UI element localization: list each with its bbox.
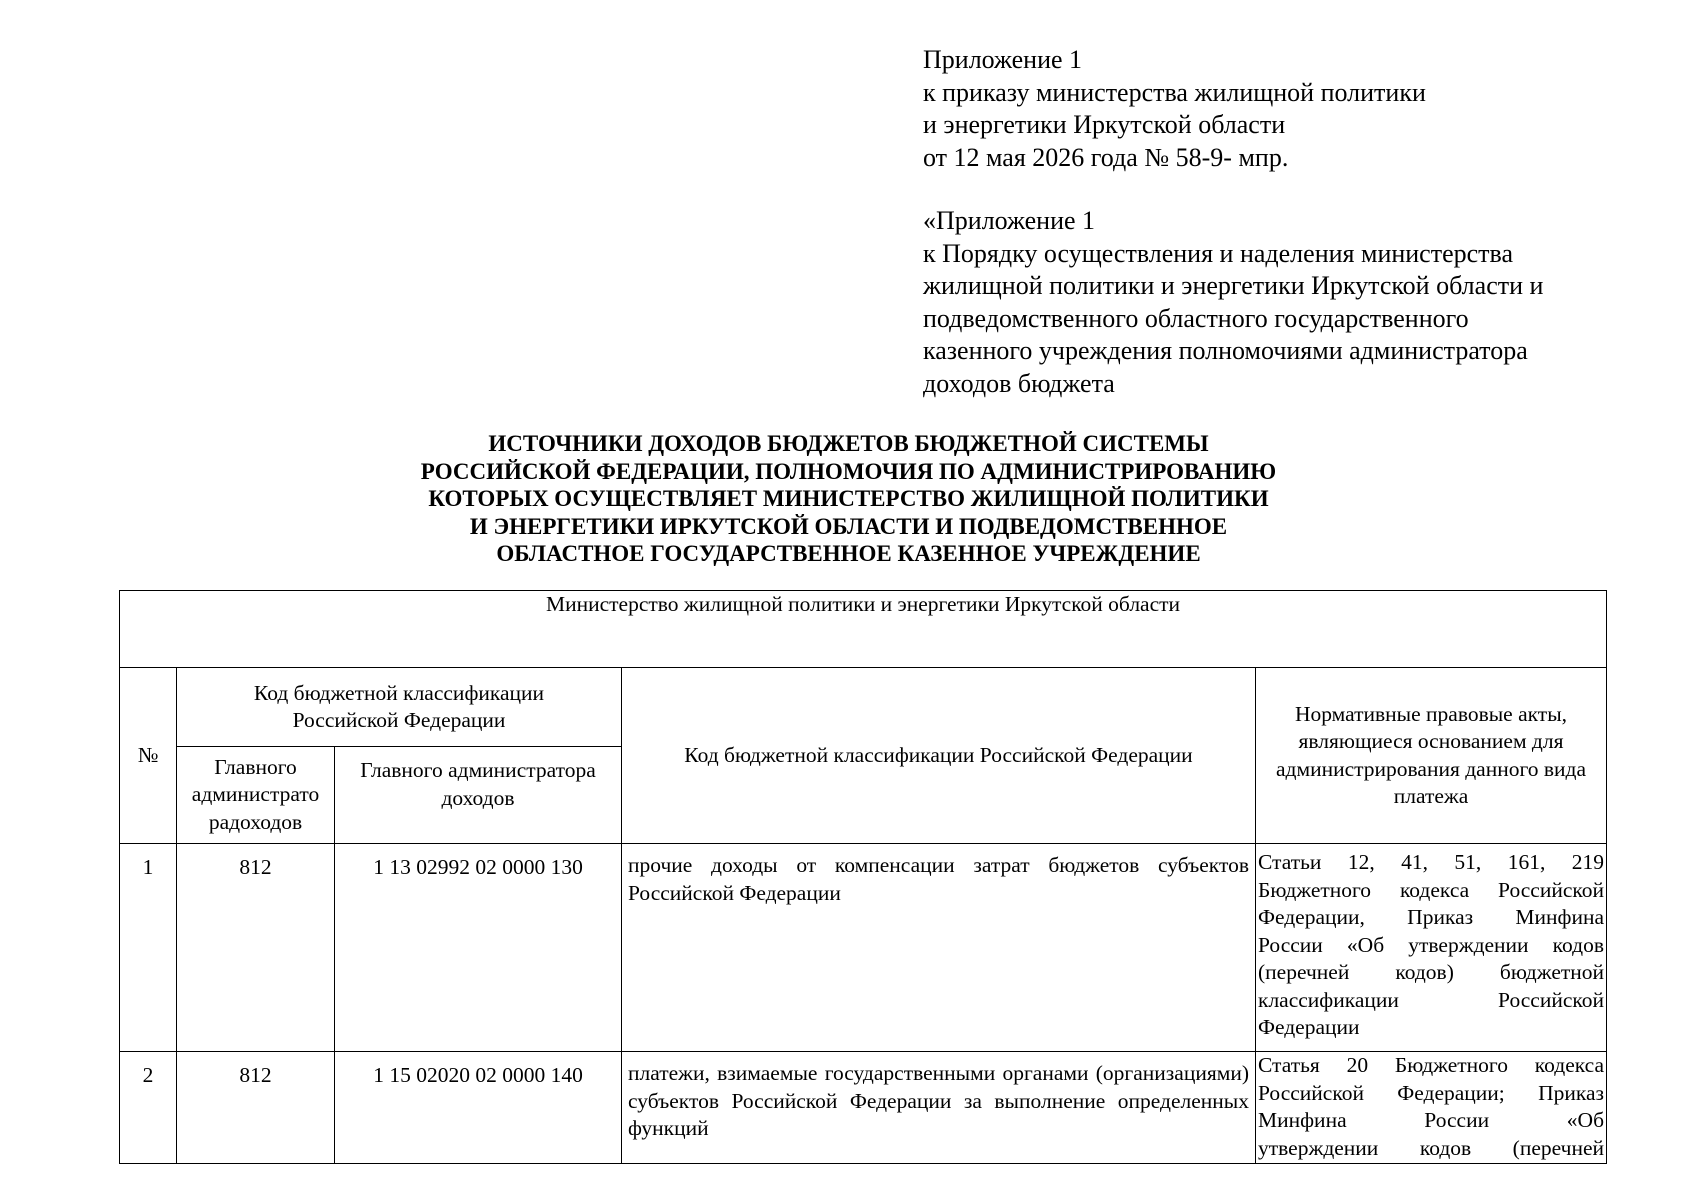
acts-line: Минфина России «Об: [1258, 1108, 1605, 1132]
header-row-1: [120, 668, 1607, 747]
header-admin-main: Главного администрато радоходов: [177, 747, 335, 844]
row-admin: 812: [177, 1052, 335, 1164]
acts-line: Федерации, Приказ Минфина: [1258, 905, 1605, 929]
acts-line: классификации Российской: [1258, 987, 1605, 1012]
annex-quote-line: доходов бюджета: [923, 368, 1115, 398]
row-acts: [1256, 844, 1607, 1052]
title-line: И ЭНЕРГЕТИКИ ИРКУТСКОЙ ОБЛАСТИ И ПОДВЕДОМСТВЕННОЕ: [469, 513, 1228, 539]
title-line: РОССИЙСКОЙ ФЕДЕРАЦИИ, ПОЛНОМОЧИЯ ПО АДМИНИСТРИРОВАНИЮ: [420, 458, 1277, 484]
income-sources-table: [119, 590, 1607, 1164]
ministry-row: [120, 591, 1607, 668]
acts-line: России «Об утверждении кодов: [1258, 932, 1605, 957]
acts-line: Статья 20 Бюджетного кодекса: [1258, 1053, 1605, 1077]
annex-quote-line: к Порядку осуществления и наделения министерства: [923, 238, 1514, 268]
annex-quote-line: жилищной политики и энергетики Иркутской области и: [923, 271, 1544, 300]
annex-line: к приказу министерства жилищной политики: [923, 77, 1426, 107]
annex-line: и энергетики Иркутской области: [923, 110, 1286, 139]
header-admin-income: Главного администратора доходов: [335, 747, 622, 844]
annex-header: [923, 44, 1426, 174]
title-line: ОБЛАСТНОЕ ГОСУДАРСТВЕННОЕ КАЗЕННОЕ УЧРЕЖДЕНИЕ: [496, 541, 1201, 566]
row-admin: 812: [177, 844, 335, 1052]
acts-line: утверждении кодов (перечней: [1258, 1135, 1605, 1160]
annex-quote-header: [923, 205, 1543, 400]
row-acts: [1256, 1052, 1607, 1164]
acts-line: Статьи 12, 41, 51, 161, 219: [1258, 850, 1605, 874]
header-acts: Нормативные правовые акты, являющиеся основанием для администрирования данного вида платежа: [1256, 668, 1607, 844]
acts-line: (перечней кодов) бюджетной: [1258, 960, 1605, 984]
header-kbk: Код бюджетной классификации Российской Федерации: [622, 668, 1256, 844]
table-row: [120, 844, 1607, 1052]
row-code: 1 13 02992 02 0000 130: [335, 844, 622, 1052]
table-row: [120, 1052, 1607, 1164]
row-num: 2: [120, 1052, 177, 1164]
acts-line: Федерации: [1258, 1015, 1360, 1039]
row-num: 1: [120, 844, 177, 1052]
acts-line: Бюджетного кодекса Российской: [1258, 877, 1605, 902]
annex-line: от 12 мая 2026 года № 58-9- мпр.: [923, 142, 1289, 172]
header-num: №: [120, 668, 177, 844]
row-description: прочие доходы от компенсации затрат бюджетов субъектов Российской Федерации: [622, 844, 1256, 1052]
annex-quote-line: казенного учреждения полномочиями администратора: [923, 336, 1528, 365]
title-line: КОТОРЫХ ОСУЩЕСТВЛЯЕТ МИНИСТЕРСТВО ЖИЛИЩНОЙ ПОЛИТИКИ: [428, 486, 1269, 511]
annex-line: Приложение 1: [923, 45, 1083, 74]
document-title: [0, 430, 1697, 568]
annex-quote-line: подведомственного областного государственного: [923, 303, 1469, 333]
acts-line: Российской Федерации; Приказ: [1258, 1080, 1605, 1105]
row-code: 1 15 02020 02 0000 140: [335, 1052, 622, 1164]
ministry-name: Министерство жилищной политики и энергетики Иркутской области: [120, 591, 1607, 668]
row-description: платежи, взимаемые государственными органами (организациями) субъектов Российской Федерации за выполнение определенных функций: [622, 1052, 1256, 1164]
annex-quote-line: «Приложение 1: [923, 206, 1096, 235]
header-kbk-group: Код бюджетной классификации Российской Федерации: [177, 668, 622, 747]
title-line: ИСТОЧНИКИ ДОХОДОВ БЮДЖЕТОВ БЮДЖЕТНОЙ СИСТЕМЫ: [488, 431, 1209, 456]
